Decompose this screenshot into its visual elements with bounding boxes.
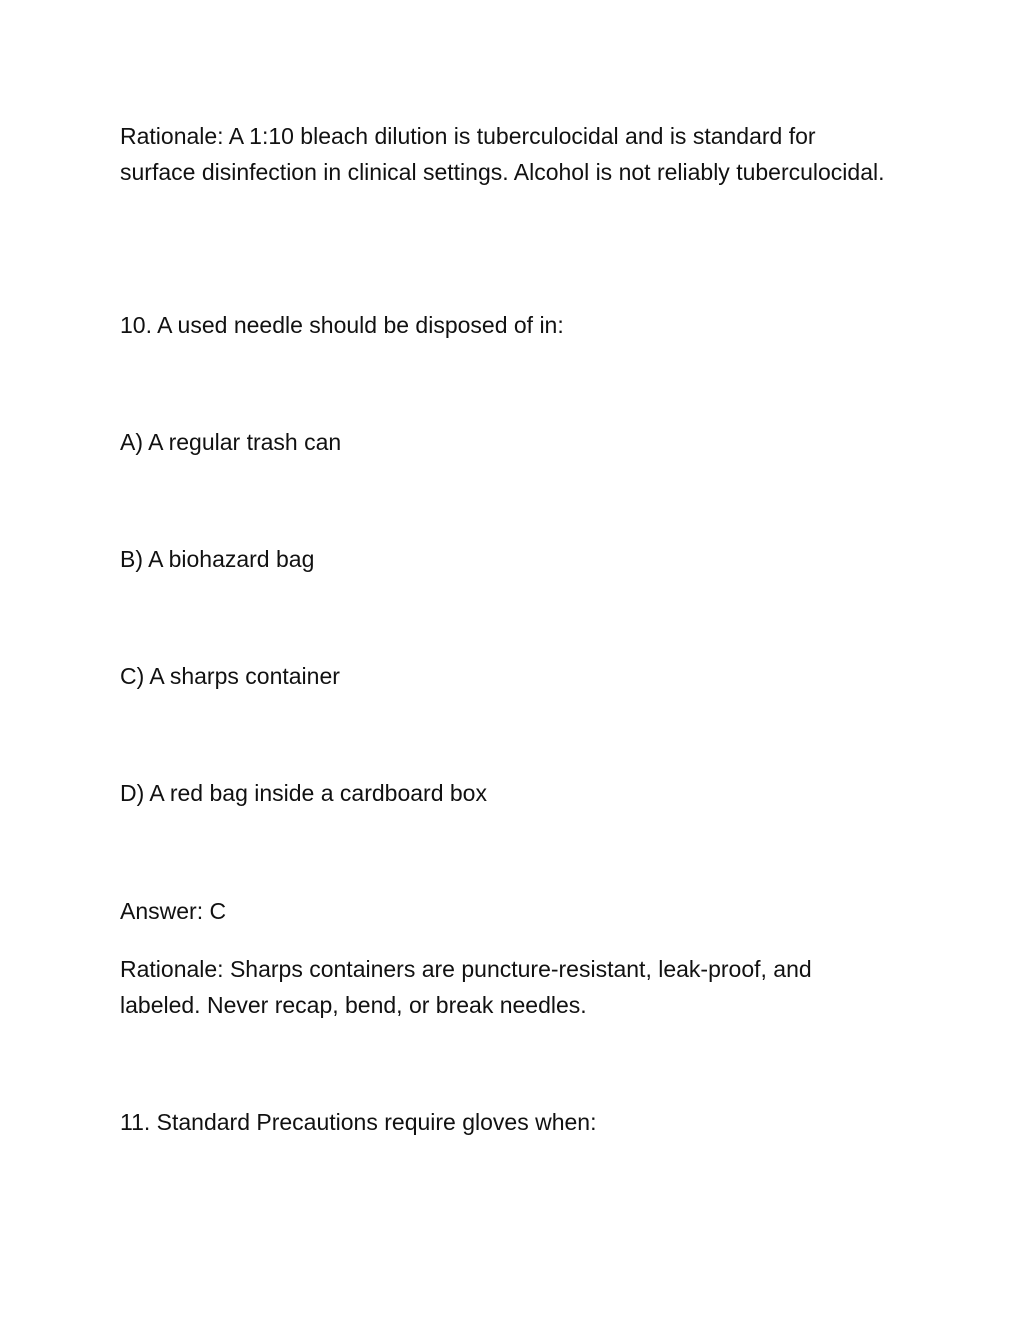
question-10-option-b: B) A biohazard bag (120, 546, 315, 572)
question-10-rationale: Rationale: Sharps containers are puncture-resistant, leak-proof, and labeled. Never recap, bend, or break needles. (120, 956, 819, 1018)
question-10-answer: Answer: C (120, 898, 227, 924)
question-10-option-a: A) A regular trash can (120, 429, 342, 455)
rationale-question-9: Rationale: A 1:10 bleach dilution is tuberculocidal and is standard for surface disinfection in clinical settings. Alcohol is not reliably tuberculocidal. (120, 123, 885, 185)
question-10-option-d: D) A red bag inside a cardboard box (120, 780, 487, 806)
question-11-stem: 11. Standard Precautions require gloves when: (120, 1109, 597, 1135)
question-10-option-c: C) A sharps container (120, 663, 340, 689)
question-10-stem: 10. A used needle should be disposed of in: (120, 312, 564, 338)
